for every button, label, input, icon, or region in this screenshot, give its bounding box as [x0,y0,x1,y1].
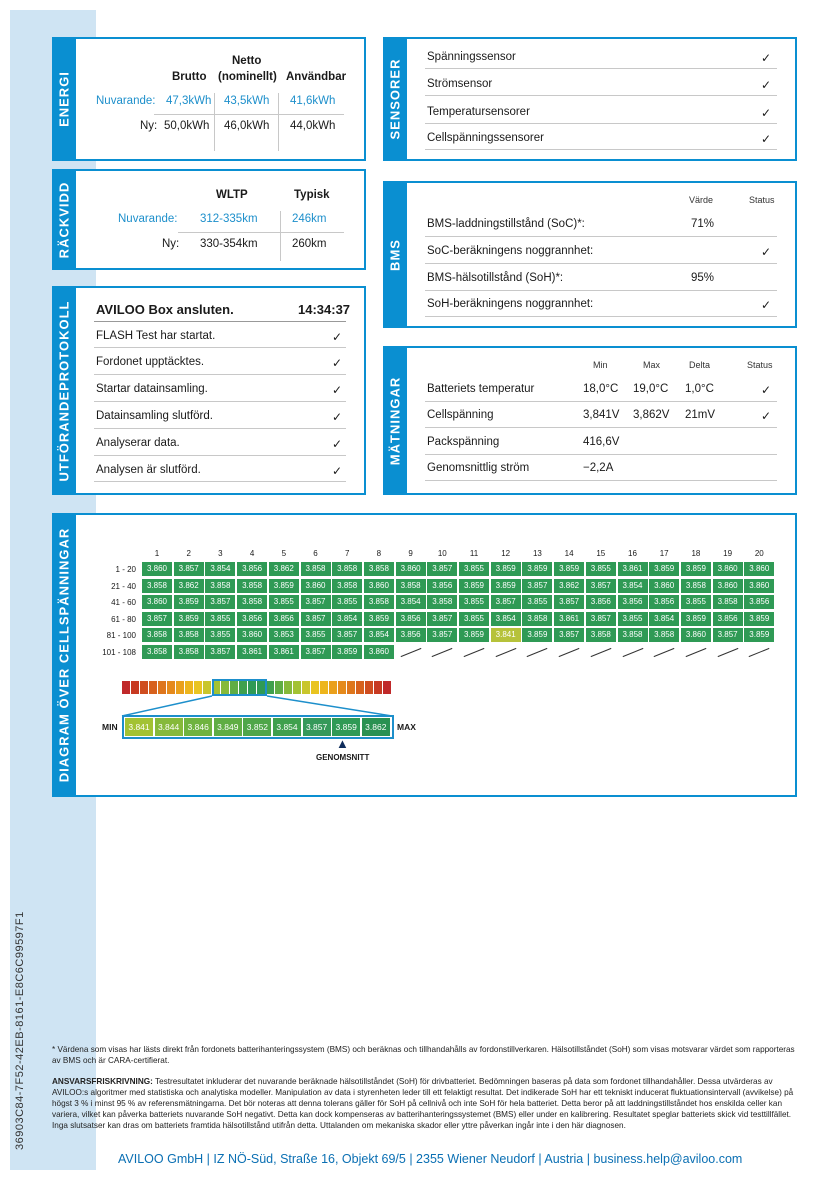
energy-panel [52,37,366,161]
grid-cell: 3.859 [269,579,299,593]
energy-col-netto-2: (nominellt) [218,71,277,83]
meas-row-min: 416,6V [583,436,620,448]
gradient-segment [383,681,391,694]
grid-cell: 3.855 [459,562,489,576]
legend-cell: 3.857 [303,718,331,736]
gradient-zoom-frame [212,679,267,696]
grid-cell: 3.858 [522,612,552,626]
check-icon: ✓ [761,409,772,423]
grid-cell: 3.859 [681,562,711,576]
grid-row-label: 81 - 100 [106,631,136,640]
meas-col-delta: Delta [689,360,711,370]
protocol-panel [52,286,366,495]
grid-cell: 3.859 [332,645,362,659]
meas-row-max: 19,0°C [633,383,669,395]
grid-column-header: 9 [408,549,413,558]
grid-column-header: 20 [754,549,764,558]
grid-cell: 3.862 [554,579,584,593]
grid-cell: 3.859 [491,579,521,593]
energy-current-anvandbar: 41,6kWh [290,95,336,107]
grid-cell: 3.854 [205,562,235,576]
sensor-item: Strömsensor [427,78,493,90]
energy-col-netto-1: Netto [232,55,262,67]
check-icon: ✓ [332,330,343,344]
range-current-wltp: 312-335km [200,213,258,225]
grid-cell: 3.858 [301,562,331,576]
gradient-segment [374,681,382,694]
grid-cell: 3.858 [427,595,457,609]
sensors-tab-label: SENSORER [387,58,403,140]
bms-row-label: SoH-beräkningens noggrannhet: [427,298,594,310]
grid-cell: 3.858 [681,579,711,593]
grid-cell: 3.857 [586,612,616,626]
grid-column-header: 12 [501,549,511,558]
bms-panel [383,181,797,328]
average-marker-icon: ▲ [336,736,349,751]
sensors-panel [383,37,797,161]
meas-row-label: Genomsnittlig ström [427,462,530,474]
grid-cell: 3.855 [618,612,648,626]
grid-row-label: 41 - 60 [111,598,136,607]
range-new-wltp: 330-354km [200,238,258,250]
grid-cell: 3.857 [174,562,204,576]
grid-cell: 3.857 [142,612,172,626]
grid-cell: 3.859 [522,562,552,576]
check-icon: ✓ [761,132,772,146]
range-current-typisk: 246km [292,213,327,225]
grid-cell: 3.858 [237,579,267,593]
grid-column-header: 15 [596,549,606,558]
grid-cell: 3.861 [269,645,299,659]
check-icon: ✓ [761,51,772,65]
grid-cell: 3.857 [205,645,235,659]
grid-cell: 3.856 [586,595,616,609]
gradient-segment [203,681,211,694]
grid-column-header: 7 [344,549,350,558]
grid-cell: 3.857 [427,612,457,626]
grid-column-header: 10 [437,549,447,558]
check-icon: ✓ [761,383,772,397]
grid-cell: 3.854 [618,579,648,593]
gradient-segment [194,681,202,694]
grid-cell: 3.856 [618,595,648,609]
gradient-segment [149,681,157,694]
grid-cell: 3.856 [427,579,457,593]
grid-cell: 3.861 [618,562,648,576]
grid-column-header: 14 [564,549,574,558]
grid-cell: 3.858 [364,595,394,609]
grid-column-header: 19 [723,549,733,558]
grid-cell: 3.855 [681,595,711,609]
grid-cell: 3.858 [364,562,394,576]
grid-cell: 3.857 [301,612,331,626]
measurements-tab-label: MÄTNINGAR [387,376,403,465]
energy-new-netto: 46,0kWh [224,120,270,132]
legend-cell: 3.859 [332,718,360,736]
range-col-typisk: Typisk [294,189,330,201]
grid-cell: 3.860 [649,579,679,593]
gradient-segment [140,681,148,694]
grid-cell: 3.856 [237,612,267,626]
meas-row-min: −2,2A [583,462,614,474]
meas-row-delta: 1,0°C [685,383,714,395]
grid-cell: 3.855 [586,562,616,576]
check-icon: ✓ [332,356,343,370]
gradient-segment [158,681,166,694]
grid-column-header: 13 [532,549,542,558]
gradient-segment [275,681,283,694]
cells-tab-label: DIAGRAM ÖVER CELLSPÄNNINGAR [56,527,72,783]
grid-cell: 3.858 [174,645,204,659]
gradient-segment [167,681,175,694]
energy-current-brutto: 47,3kWh [166,95,212,107]
range-col-wltp: WLTP [216,189,248,201]
grid-cell: 3.855 [301,628,331,642]
legend-cell: 3.846 [184,718,212,736]
grid-column-header: 5 [281,549,287,558]
range-new-label: Ny: [162,238,180,250]
grid-row-label: 21 - 40 [111,581,136,591]
legend-cell: 3.841 [125,718,153,736]
grid-cell: 3.860 [744,562,774,576]
grid-row-label: 101 - 108 [102,647,136,657]
grid-cell: 3.859 [744,628,774,642]
gradient-segment [131,681,139,694]
grid-cell: 3.858 [618,628,648,642]
protocol-step: Fordonet upptäcktes. [96,356,205,368]
protocol-step: Datainsamling slutförd. [96,410,213,422]
energy-col-anvandbar: Användbar [286,71,347,83]
legend-cell: 3.854 [273,718,301,736]
grid-cell: 3.859 [744,612,774,626]
protocol-time: 14:34:37 [298,302,351,317]
measurements-panel [383,346,797,495]
gradient-segment [176,681,184,694]
grid-cell: 3.857 [332,628,362,642]
grid-cell: 3.859 [491,562,521,576]
bms-row-label: BMS-hälsotillstånd (SoH)*: [427,272,564,284]
grid-cell: 3.862 [269,562,299,576]
gradient-segment [293,681,301,694]
grid-cell: 3.853 [269,628,299,642]
bms-row-value: 71% [691,218,715,230]
grid-cell: 3.854 [396,595,426,609]
grid-cell: 3.859 [459,579,489,593]
protocol-step: Analyserar data. [96,437,180,449]
grid-cell: 3.856 [649,595,679,609]
grid-cell: 3.858 [142,579,172,593]
grid-cell: 3.854 [491,612,521,626]
grid-cell: 3.858 [205,579,235,593]
grid-cell: 3.855 [459,595,489,609]
grid-cell: 3.857 [713,628,743,642]
grid-cell: 3.860 [142,562,172,576]
grid-cell: 3.860 [396,562,426,576]
bms-tab-label: BMS [387,238,403,271]
bms-col-status: Status [749,195,775,205]
disclaimer [52,1076,798,1131]
range-new-typisk: 260km [292,238,327,250]
grid-cell: 3.859 [364,612,394,626]
grid-cell: 3.859 [649,562,679,576]
bms-row-label: BMS-laddningstillstånd (SoC)*: [427,218,585,230]
grid-cell: 3.860 [713,562,743,576]
grid-cell: 3.854 [649,612,679,626]
legend-cell: 3.862 [362,718,390,736]
sensor-item: Temperatursensorer [427,106,530,118]
grid-cell: 3.854 [332,612,362,626]
meas-row-delta: 21mV [685,409,716,421]
grid-cell: 3.855 [332,595,362,609]
energy-col-brutto: Brutto [172,71,207,83]
gradient-segment [320,681,328,694]
gradient-segment [347,681,355,694]
gradient-segment [284,681,292,694]
bms-row-value: 95% [691,272,715,284]
grid-cell: 3.858 [332,562,362,576]
grid-cell: 3.856 [713,612,743,626]
grid-cell: 3.858 [332,579,362,593]
grid-column-header: 3 [218,549,223,558]
grid-cell: 3.858 [174,628,204,642]
grid-cell: 3.857 [205,595,235,609]
grid-column-header: 11 [469,549,479,558]
grid-cell: 3.860 [301,579,331,593]
grid-cell: 3.855 [269,595,299,609]
grid-cell: 3.855 [522,595,552,609]
check-icon: ✓ [332,410,343,424]
protocol-title: AVILOO Box ansluten. [96,302,234,317]
meas-row-label: Batteriets temperatur [427,383,535,395]
footnote-bms: * Värdena som visas har lästs direkt från fordonets batterihanteringssystem (BMS) och beräknas och tillhandahålls av fordonstillverkaren. Hälsotillståndet (SoH) som visas motsvarar värdet som rapporteras av BMS och är CARA-certifierat. [52,1045,795,1065]
grid-column-header: 2 [186,549,191,558]
grid-cell: 3.855 [205,628,235,642]
gradient-segment [338,681,346,694]
grid-row-label: 61 - 80 [111,614,136,624]
meas-row-min: 3,841V [583,409,620,421]
grid-cell: 3.861 [237,645,267,659]
grid-column-header: 16 [628,549,637,558]
protocol-step: FLASH Test har startat. [96,330,216,342]
grid-column-header: 6 [313,549,318,558]
gradient-segment [185,681,193,694]
grid-cell: 3.860 [744,579,774,593]
range-current-label: Nuvarande: [118,213,178,225]
grid-column-header: 4 [249,549,255,558]
energy-current-netto: 43,5kWh [224,95,270,107]
energy-new-label: Ny: [140,120,158,132]
legend-cell: 3.849 [214,718,242,736]
gradient-segment [356,681,364,694]
grid-cell: 3.856 [396,628,426,642]
grid-column-header: 17 [659,549,669,558]
grid-cell: 3.859 [522,628,552,642]
gradient-segment [329,681,337,694]
document-id: 36903C84-7F52-42EB-8161-E8C6C99597F1 [14,911,26,1150]
grid-cell: 3.854 [364,628,394,642]
grid-cell: 3.860 [364,579,394,593]
grid-cell: 3.859 [554,562,584,576]
check-icon: ✓ [761,298,772,312]
grid-cell: 3.858 [713,595,743,609]
grid-cell: 3.859 [174,595,204,609]
grid-cell: 3.857 [554,628,584,642]
check-icon: ✓ [332,437,343,451]
check-icon: ✓ [761,106,772,120]
grid-cell: 3.860 [364,645,394,659]
grid-cell: 3.858 [142,628,172,642]
grid-cell: 3.858 [396,579,426,593]
grid-cell: 3.857 [301,595,331,609]
legend-average-label: GENOMSNITT [316,753,370,762]
meas-row-max: 3,862V [633,409,670,421]
grid-column-header: 8 [376,549,382,558]
protocol-tab-label: UTFÖRANDEPROTOKOLL [56,300,72,481]
range-tab-label: RÄCKVIDD [56,181,72,258]
grid-cell: 3.859 [459,628,489,642]
gradient-segment [122,681,130,694]
energy-new-anvandbar: 44,0kWh [290,120,336,132]
legend-cell: 3.844 [155,718,183,736]
grid-cell: 3.862 [174,579,204,593]
grid-cell: 3.856 [237,562,267,576]
grid-cell: 3.859 [681,612,711,626]
disclaimer-label: ANSVARSFRISKRIVNING: [52,1077,153,1086]
check-icon: ✓ [332,383,343,397]
grid-cell: 3.857 [427,562,457,576]
gradient-segment [302,681,310,694]
footer: AVILOO GmbH | IZ NÖ-Süd, Straße 16, Objekt 69/5 | 2355 Wiener Neudorf | Austria | business.help@aviloo.com [118,1152,743,1166]
range-panel [52,169,366,270]
grid-row-label: 1 - 20 [115,565,136,574]
sensor-item: Cellspänningssensorer [427,132,544,144]
check-icon: ✓ [332,464,343,478]
grid-cell: 3.860 [713,579,743,593]
energy-tab-label: ENERGI [56,71,72,127]
meas-row-label: Packspänning [427,436,500,448]
gradient-segment [365,681,373,694]
protocol-step: Analysen är slutförd. [96,464,201,476]
grid-cell: 3.857 [586,579,616,593]
grid-cell: 3.857 [301,645,331,659]
check-icon: ✓ [761,78,772,92]
grid-cell: 3.856 [269,612,299,626]
gradient-segment [311,681,319,694]
grid-cell: 3.858 [142,645,172,659]
meas-col-min: Min [593,360,608,370]
protocol-step: Startar datainsamling. [96,383,208,395]
energy-current-label: Nuvarande: [96,95,156,107]
grid-cell: 3.841 [491,628,521,642]
meas-row-min: 18,0°C [583,383,619,395]
bms-row-label: SoC-beräkningens noggrannhet: [427,245,594,257]
grid-cell: 3.855 [205,612,235,626]
legend-cell: 3.852 [243,718,271,736]
bms-col-value: Värde [689,195,714,205]
grid-column-header: 1 [154,549,160,558]
gradient-segment [266,681,274,694]
grid-cell: 3.856 [396,612,426,626]
legend-max-label: MAX [397,722,416,732]
grid-cell: 3.859 [174,612,204,626]
meas-col-max: Max [643,360,661,370]
grid-cell: 3.857 [522,579,552,593]
grid-cell: 3.860 [237,628,267,642]
sensor-item: Spänningssensor [427,51,516,63]
grid-cell: 3.857 [554,595,584,609]
meas-row-label: Cellspänning [427,409,494,421]
energy-new-brutto: 50,0kWh [164,120,210,132]
grid-cell: 3.858 [586,628,616,642]
grid-cell: 3.860 [142,595,172,609]
grid-cell: 3.861 [554,612,584,626]
grid-cell: 3.858 [649,628,679,642]
grid-cell: 3.857 [427,628,457,642]
meas-col-status: Status [747,360,773,370]
check-icon: ✓ [761,245,772,259]
grid-cell: 3.855 [459,612,489,626]
disclaimer-text: Testresultatet inkluderar det nuvarande beräknade hälsotillståndet (SoH) för drivbatteriet. Bedömningen baseras på data som fordonet tillhandahåller. Dessa utvärderas av AVILOO:s algoritmer med statistiska och analytiska modeller. Manipulation av data i styrenheten leder till ett felaktigt resultat. Det indikerade SoH har ett tekniskt inducerat fluktuationsintervall (avvikelse) på högst 3 % i minst 95 % av referensmätningarna. Det bör noteras att denna tolerans gäller för SoH på cellnivå och inte SoH för hela batteriet. Detta beror på att laddningstillståndet hos enskilda celler kan variera, vilket kan påverka batteriets nuvarande SoH negativt. Detta kan dock kompenseras av batterihanteringssystemet (BMS) eller under en kalibrering. Resultatet speglar batteriets skick vid testtillfället. Inga slutsatser kan dras om batteriets framtida hälsotillstånd utifrån detta. Uttalanden om mekaniska skador eller yttre påverkan ingår inte i den här diagnosen. [52,1077,794,1130]
grid-cell: 3.860 [681,628,711,642]
grid-cell: 3.856 [744,595,774,609]
legend-min-label: MIN [102,722,118,732]
grid-column-header: 18 [691,549,701,558]
grid-cell: 3.858 [237,595,267,609]
grid-cell: 3.857 [491,595,521,609]
